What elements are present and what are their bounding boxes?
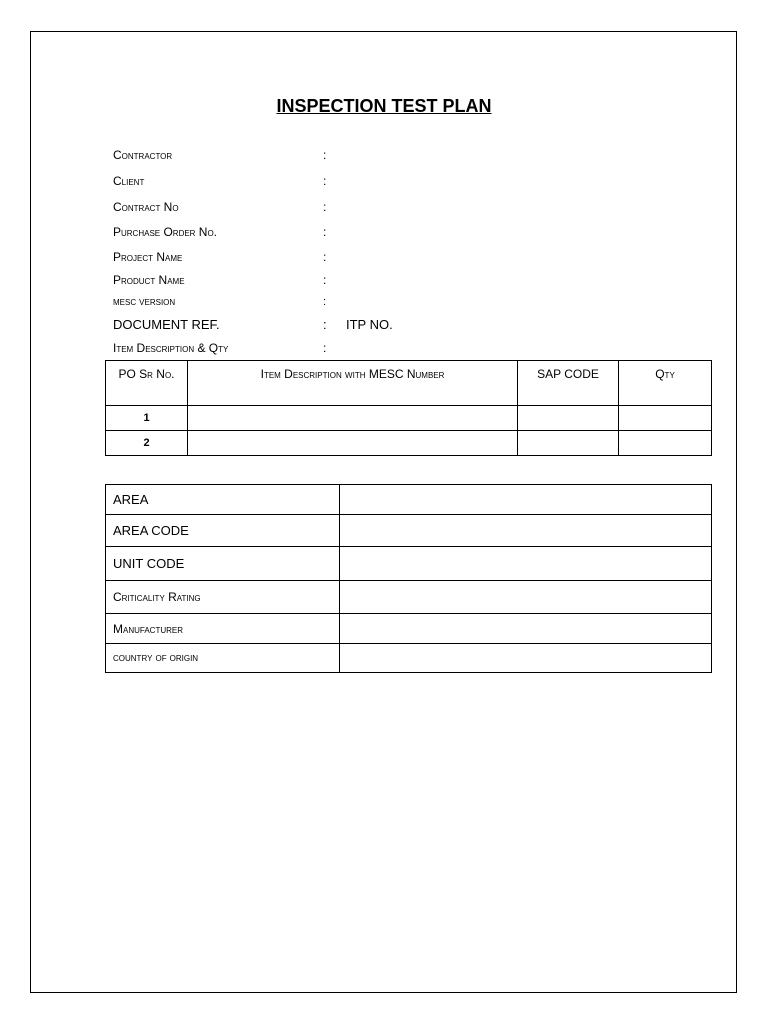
info-value-country-of-origin: [340, 644, 712, 673]
field-label: Purchase Order No.: [113, 225, 218, 239]
field-colon: :: [323, 296, 327, 308]
field-colon: :: [323, 273, 327, 287]
cell-item-description: [188, 431, 518, 456]
field-colon: :: [323, 250, 327, 264]
info-value-unit-code: [340, 547, 712, 581]
table-row: [106, 644, 712, 673]
info-value-area-code: [340, 515, 712, 547]
info-label-unit-code: UNIT CODE: [106, 547, 340, 581]
header-po-sr-no: PO Sr No.: [106, 361, 188, 406]
info-label-criticality-rating: Criticality Rating: [106, 581, 340, 614]
field-label: Product Name: [113, 273, 185, 287]
info-table: [105, 484, 712, 673]
field-colon: :: [323, 148, 327, 162]
field-label: Contract No: [113, 200, 179, 214]
document-title-text: INSPECTION TEST PLAN: [276, 96, 492, 116]
field-colon: :: [323, 341, 327, 355]
cell-item-description: [188, 406, 518, 431]
field-colon: :: [323, 225, 327, 239]
table-row: [106, 581, 712, 614]
table-row: [106, 614, 712, 644]
header-qty: Qty: [619, 361, 712, 406]
field-label: DOCUMENT REF.: [113, 317, 220, 332]
field-colon: :: [323, 174, 327, 188]
cell-qty: [619, 431, 712, 456]
field-label: Project Name: [113, 250, 183, 264]
header-sap-code: SAP CODE: [518, 361, 619, 406]
header-item-description: Item Description with MESC Number: [188, 361, 518, 406]
cell-po-sr-no: 1: [106, 406, 188, 431]
field-value-itp-no: ITP NO.: [346, 317, 393, 332]
document-title: [0, 96, 768, 117]
info-label-area: AREA: [106, 485, 340, 515]
cell-sap-code: [518, 406, 619, 431]
cell-qty: [619, 406, 712, 431]
cell-sap-code: [518, 431, 619, 456]
info-label-area-code: AREA CODE: [106, 515, 340, 547]
field-label: Item Description & Qty: [113, 341, 229, 355]
info-value-manufacturer: [340, 614, 712, 644]
cell-po-sr-no: 2: [106, 431, 188, 456]
field-label: mesc version: [113, 296, 176, 308]
info-label-manufacturer: Manufacturer: [106, 614, 340, 644]
info-value-criticality-rating: [340, 581, 712, 614]
table-row: [106, 431, 712, 456]
field-label: Contractor: [113, 148, 173, 162]
table-row: [106, 547, 712, 581]
field-colon: :: [323, 317, 327, 332]
info-value-area: [340, 485, 712, 515]
table-row: [106, 406, 712, 431]
items-table-header-row: [106, 361, 712, 406]
field-colon: :: [323, 200, 327, 214]
items-table: [105, 360, 712, 456]
table-row: [106, 515, 712, 547]
field-label: Client: [113, 174, 145, 188]
info-label-country-of-origin: country of origin: [106, 644, 340, 673]
table-row: [106, 485, 712, 515]
